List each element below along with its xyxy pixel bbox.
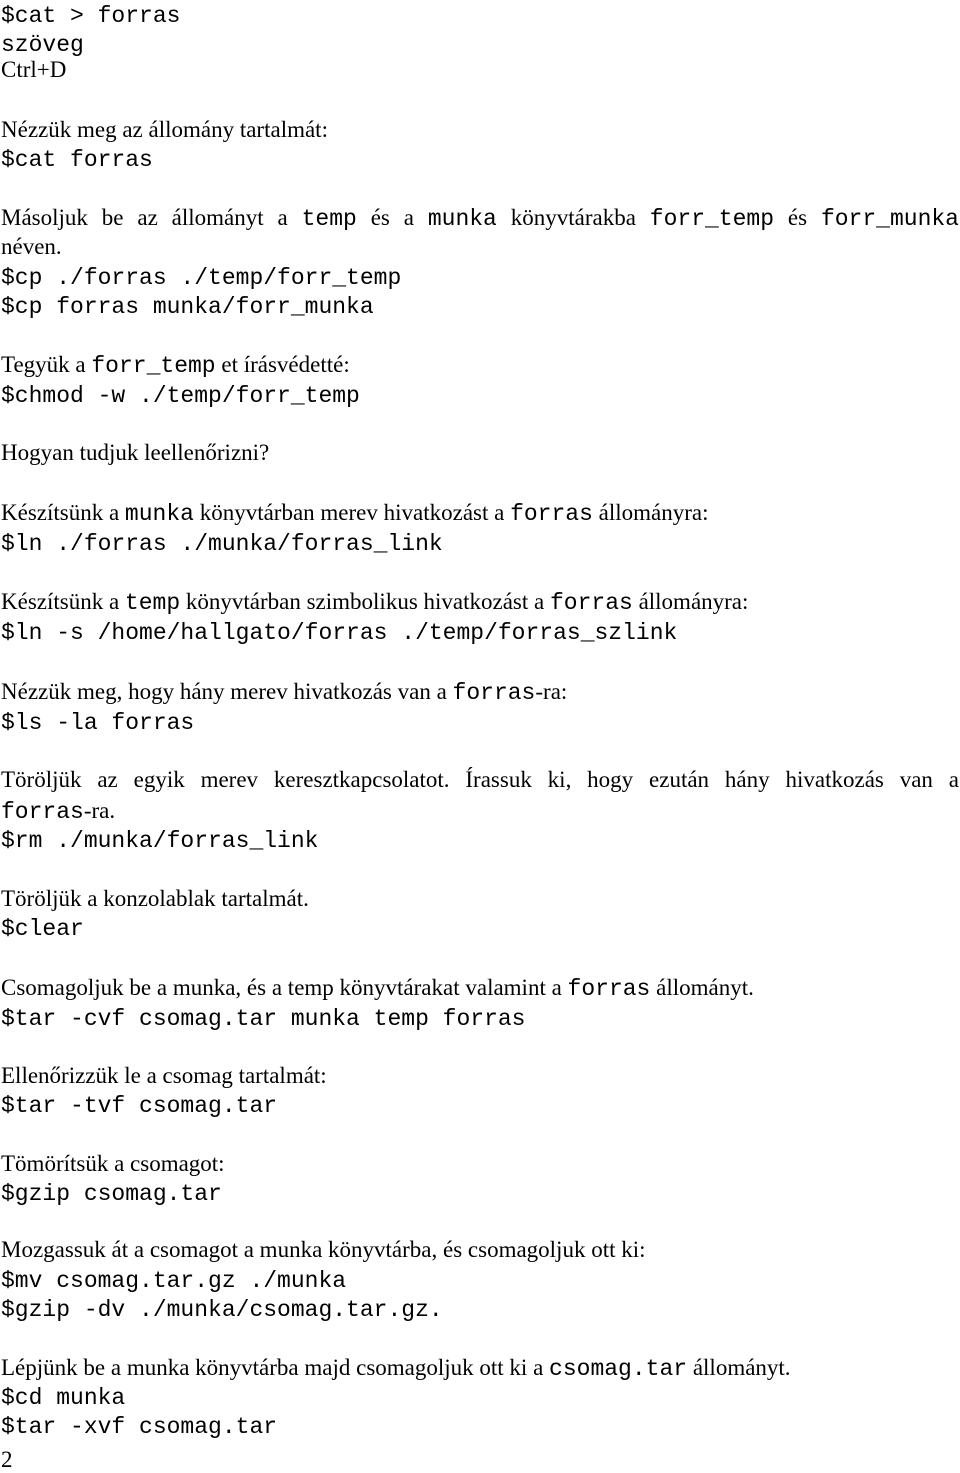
- text-span: Csomagoljuk be a munka, és a temp könyvtárakat valamint a: [1, 975, 568, 1000]
- code-span: $cat forras: [1, 147, 153, 173]
- text-span: Ellenőrizzük le a csomag tartalmát:: [1, 1063, 327, 1088]
- code-span: forr_munka: [820, 206, 959, 232]
- text-line: [1, 203, 959, 234]
- text-line: [1, 1235, 646, 1264]
- text-span: Tegyük a: [1, 352, 92, 377]
- code-span: forras: [510, 501, 593, 527]
- code-span: szöveg: [1, 32, 84, 58]
- text-span: Készítsünk a: [1, 589, 125, 614]
- text-span: Hogyan tudjuk leellenőrizni?: [1, 440, 270, 465]
- command-line: [1, 528, 443, 559]
- code-span: $cp forras munka/forr_munka: [1, 294, 374, 320]
- text-span: állományt.: [687, 1355, 791, 1380]
- code-span: $gzip csomag.tar: [1, 1181, 222, 1207]
- code-span: $cd munka: [1, 1385, 126, 1411]
- code-span: $tar -xvf csomag.tar: [1, 1414, 278, 1440]
- text-line: [1, 232, 62, 261]
- text-span: és: [774, 205, 821, 230]
- text-span: -ra.: [83, 798, 116, 823]
- text-line: [1, 796, 115, 827]
- text-span: állományra:: [592, 500, 709, 525]
- text-span: Nézzük meg az állomány tartalmát:: [1, 117, 328, 142]
- code-span: $clear: [1, 916, 84, 942]
- command-line: [1, 1294, 443, 1325]
- command-line: [1, 291, 374, 322]
- text-line: [1, 1061, 327, 1090]
- command-line: [1, 0, 180, 31]
- text-span: et írásvédetté:: [215, 352, 350, 377]
- code-span: forras: [452, 680, 536, 706]
- code-span: $tar -cvf csomag.tar munka temp forras: [1, 1006, 526, 1032]
- code-span: csomag.tar: [549, 1356, 688, 1382]
- text-line: [1, 677, 567, 708]
- command-line: [1, 1090, 277, 1121]
- text-span: állományra:: [632, 589, 749, 614]
- text-span: könyvtárban szimbolikus hivatkozást a: [180, 589, 550, 614]
- text-span: könyvtárakba: [496, 205, 650, 230]
- code-span: $cp ./forras ./temp/forr_temp: [1, 265, 402, 291]
- command-line: [1, 144, 153, 175]
- text-line: [1, 55, 66, 84]
- text-span: Lépjünk be a munka könyvtárba majd csomagoljuk ott ki a: [1, 1355, 550, 1380]
- command-line: [1, 1265, 346, 1296]
- code-span: temp: [301, 206, 357, 232]
- command-line: [1, 913, 84, 944]
- text-span: Mozgassuk át a csomagot a munka könyvtárba, és csomagoljuk ott ki:: [1, 1237, 646, 1262]
- code-span: $tar -tvf csomag.tar: [1, 1093, 278, 1119]
- code-span: forr_temp: [649, 206, 775, 232]
- text-span: és a: [356, 205, 428, 230]
- command-line: [1, 825, 318, 856]
- text-span: néven.: [1, 234, 62, 259]
- command-line: [1, 1178, 222, 1209]
- text-span: könyvtárban merev hivatkozást a: [193, 500, 511, 525]
- text-span: Töröljük az egyik merev keresztkapcsolatot. Írassuk ki, hogy ezután hány hivatkozás van a: [1, 767, 959, 792]
- command-line: [1, 1411, 277, 1442]
- code-span: $rm ./munka/forras_link: [1, 828, 319, 854]
- code-span: forr_temp: [91, 353, 216, 379]
- page-number: 2: [1, 1447, 13, 1472]
- text-span: Tömörítsük a csomagot:: [1, 1151, 225, 1176]
- text-span: Nézzük meg, hogy hány merev hivatkozás van a: [1, 679, 453, 704]
- text-line: [1, 765, 959, 794]
- command-line: [1, 617, 677, 648]
- command-line: [1, 380, 360, 411]
- code-span: forras: [549, 590, 633, 616]
- code-span: munka: [427, 206, 497, 232]
- command-line: [1, 262, 401, 293]
- code-span: forras: [567, 976, 651, 1002]
- code-span: $chmod -w ./temp/forr_temp: [1, 383, 360, 409]
- text-span: Másoljuk be az állományt a: [1, 205, 302, 230]
- text-line: [1, 1353, 791, 1384]
- code-span: $ln -s /home/hallgato/forras ./temp/forras_szlink: [1, 620, 678, 646]
- code-span: temp: [124, 590, 181, 616]
- code-span: $cat > forras: [1, 3, 181, 29]
- command-line: [1, 1003, 526, 1034]
- code-span: forras: [1, 799, 84, 825]
- text-span: -ra:: [535, 679, 568, 704]
- text-span: Készítsünk a: [1, 500, 125, 525]
- text-span: állományt.: [650, 975, 754, 1000]
- text-line: [1, 438, 269, 467]
- text-span: Ctrl+D: [1, 57, 67, 82]
- command-line: [1, 707, 194, 738]
- text-line: [1, 973, 754, 1004]
- text-line: [1, 115, 328, 144]
- command-line: [1, 1382, 125, 1413]
- text-line: [1, 498, 709, 529]
- text-line: [1, 1149, 225, 1178]
- text-line: [1, 587, 748, 618]
- code-span: $ln ./forras ./munka/forras_link: [1, 531, 443, 557]
- text-line: [1, 884, 309, 913]
- code-span: $gzip -dv ./munka/csomag.tar.gz.: [1, 1297, 443, 1323]
- code-span: munka: [124, 501, 194, 527]
- code-span: $ls -la forras: [1, 710, 195, 736]
- text-line: [1, 350, 350, 381]
- text-span: Töröljük a konzolablak tartalmát.: [1, 886, 309, 911]
- code-span: $mv csomag.tar.gz ./munka: [1, 1268, 347, 1294]
